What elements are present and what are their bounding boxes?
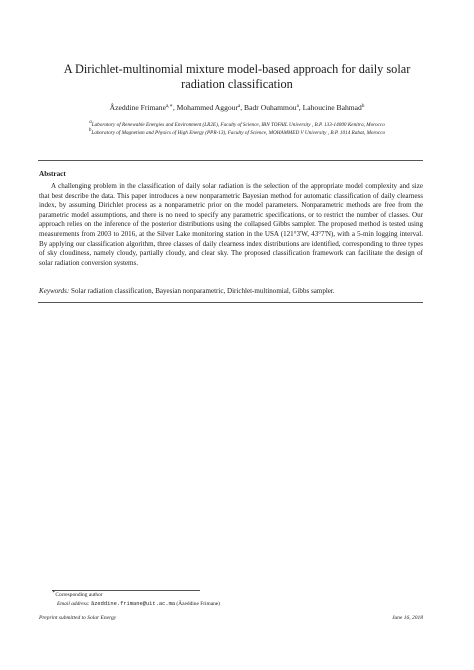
author [244, 103, 303, 112]
email-link[interactable]: âzeddine.frimane@uit.ac.ma [90, 600, 176, 607]
paper-title: A Dirichlet-multinomial mixture model-based approach for daily solar radiation classification [63, 62, 411, 91]
email-label: Email address: [57, 600, 90, 607]
author-sep: , [298, 103, 303, 112]
affiliations [30, 121, 444, 137]
keywords [39, 287, 423, 297]
abstract-heading: Abstract [39, 170, 66, 178]
page-footer [39, 615, 423, 621]
abstract-top-rule [38, 160, 423, 161]
footnotes [52, 591, 220, 608]
author-name: Lahoucine Bahmad [302, 103, 362, 112]
footer-date: June 16, 2018 [391, 615, 423, 621]
affiliation-text: Laboratory of Renewable Energies and Environment (LR2E), Faculty of Science, IBN TOFAIL University , B.P. 133-14000 Kenitra, Morocco [91, 122, 385, 128]
affiliation-text: Laboratory of Magnetism and Physics of High Energy (PPR-13), Faculty of Science, MOHAMMED V University , B.P. 1014 Rabat, Morocco [91, 130, 386, 136]
footnote-text: Corresponding author [55, 592, 103, 598]
affiliation [30, 121, 444, 129]
author-sup: a [296, 104, 299, 109]
author-name: Âzeddine Frimane [109, 103, 166, 112]
affiliation-sup: b [88, 128, 92, 133]
author-sup: b [361, 104, 365, 109]
email-owner: (Âzeddine Frimane) [176, 600, 220, 607]
author-sup: a [238, 104, 241, 109]
footnote-email [52, 600, 220, 609]
author-sep: , [172, 103, 177, 112]
abstract-bottom-rule [38, 302, 423, 303]
author-name: Badr Ouhammou [244, 103, 297, 112]
affiliation [30, 129, 444, 137]
author-list [40, 103, 434, 113]
keywords-label: Keywords: [39, 287, 70, 295]
abstract-body: A challenging problem in the classification of daily solar radiation is the selection of the appropriate model complexity and size that best describe the data. This paper introduces a new nonparametric Bayesian method for automatic classification of daily clearness index, by assuming Dirichlet process as a nonparametric prior on the model parameters. Nonparametric methods are free from the parametric model assumptions, and there is no need to specify any parametric specifications, or to restrict the number of classes. Our approach relies on the inference of the posterior distributions using the collapsed Gibbs sampler. The proposed method is tested using measurements from 2003 to 2016, at the Silver Lake monitoring station in the USA (121°3'W, 43°7'N), with a 5-min logging interval. By applying our classification algorithm, three classes of daily clearness index distributions are identified, corresponding to three types of sky cloudiness, namely cloudy, partially cloudy, and clear sky. The proposed classification framework can facilitate the design of solar radiation conversion systems. [39, 182, 423, 267]
footnote-marker: ∗ [52, 590, 56, 595]
footer-journal: Preprint submitted to Solar Energy [39, 615, 117, 621]
keywords-text: Solar radiation classification, Bayesian nonparametric, Dirichlet-multinomial, Gibbs sampler. [71, 287, 335, 295]
author-sep: , [240, 103, 245, 112]
author [177, 103, 244, 112]
affiliation-sup: a [89, 120, 92, 125]
author [303, 103, 365, 112]
footnote-corresponding [52, 591, 220, 600]
author [110, 103, 177, 112]
author-name: Mohammed Aggour [176, 103, 239, 112]
author-sup: a,∗ [165, 104, 173, 109]
